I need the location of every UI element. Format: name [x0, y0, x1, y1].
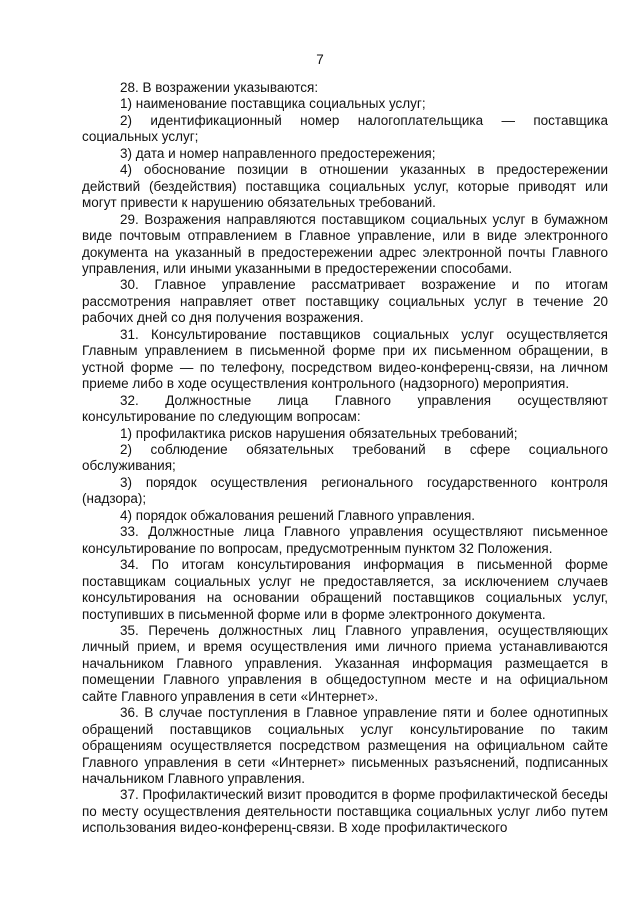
paragraph-32-item-3: 3) порядок осуществления регионального государственного контроля (надзора);: [82, 474, 608, 507]
paragraph-31: 31. Консультирование поставщиков социальных услуг осуществляется Главным управлением в письменной форме при их письменном обращении, в устной форме — по телефону, посредством видео-конференц-связи, на личном приеме либо в ходе осуществления контрольного (надзорного) мероприятия.: [82, 326, 608, 392]
paragraph-29: 29. Возражения направляются поставщиком социальных услуг в бумажном виде почтовым отправлением в Главное управление, или в виде электронного документа на указанный в предостережении адрес электронной почты Главного управления, или иными указанными в предостережении способами.: [82, 211, 608, 276]
paragraph-28-item-4: 4) обоснование позиции в отношении указанных в предостережении действий (бездействия) поставщика социальных услуг, которые приводят или могут привести к нарушению обязательных требований.: [82, 162, 608, 211]
document-body: [82, 80, 608, 837]
paragraph-30: 30. Главное управление рассматривает возражение и по итогам рассмотрения направляет ответ поставщику социальных услуг в течение 20 рабочих дней со дня получения возражения.: [82, 277, 608, 326]
paragraph-36: 36. В случае поступления в Главное управление пяти и более однотипных обращений поставщиков социальных услуг консультирование по таким обращениям осуществляется посредством размещения на официальном сайте Главного управления в сети «Интернет» письменных разъяснений, подписанных начальником Главного управления.: [82, 705, 608, 787]
page-number: 7: [316, 52, 324, 67]
paragraph-37: 37. Профилактический визит проводится в форме профилактической беседы по месту осуществления деятельности поставщика социальных услуг либо путем использования видео-конференц-связи. В ходе профилактического: [82, 787, 608, 836]
paragraph-35: 35. Перечень должностных лиц Главного управления, осуществляющих личный прием, и время осуществления ими личного приема устанавливаются начальником Главного управления. Указанная информация размещается в помещении Главного управления в общедоступном месте и на официальном сайте Главного управления в сети «Интернет».: [82, 622, 608, 704]
paragraph-32-item-2: 2) соблюдение обязательных требований в сфере социального обслуживания;: [82, 441, 608, 474]
paragraph-28-item-2: 2) идентификационный номер налогоплательщика — поставщика социальных услуг;: [82, 112, 608, 145]
paragraph-32: 32. Должностные лица Главного управления осуществляют консультирование по следующим вопросам:: [82, 392, 608, 425]
paragraph-34: 34. По итогам консультирования информация в письменной форме поставщикам социальных услуг не предоставляется, за исключением случаев консультирования на основании обращений поставщиков социальных услуг, поступивших в письменной форме или в форме электронного документа.: [82, 557, 608, 622]
paragraph-32-item-4: 4) порядок обжалования решений Главного управления.: [120, 507, 476, 523]
paragraph-32-item-1: 1) профилактика рисков нарушения обязательных требований;: [120, 425, 518, 441]
paragraph-33: 33. Должностные лица Главного управления осуществляют письменное консультирование по вопросам, предусмотренным пунктом 32 Положения.: [82, 524, 608, 556]
paragraph-28: 28. В возражении указываются:: [120, 80, 319, 95]
paragraph-28-item-3: 3) дата и номер направленного предостережения;: [120, 145, 436, 161]
paragraph-28-item-1: 1) наименование поставщика социальных услуг;: [120, 96, 426, 112]
